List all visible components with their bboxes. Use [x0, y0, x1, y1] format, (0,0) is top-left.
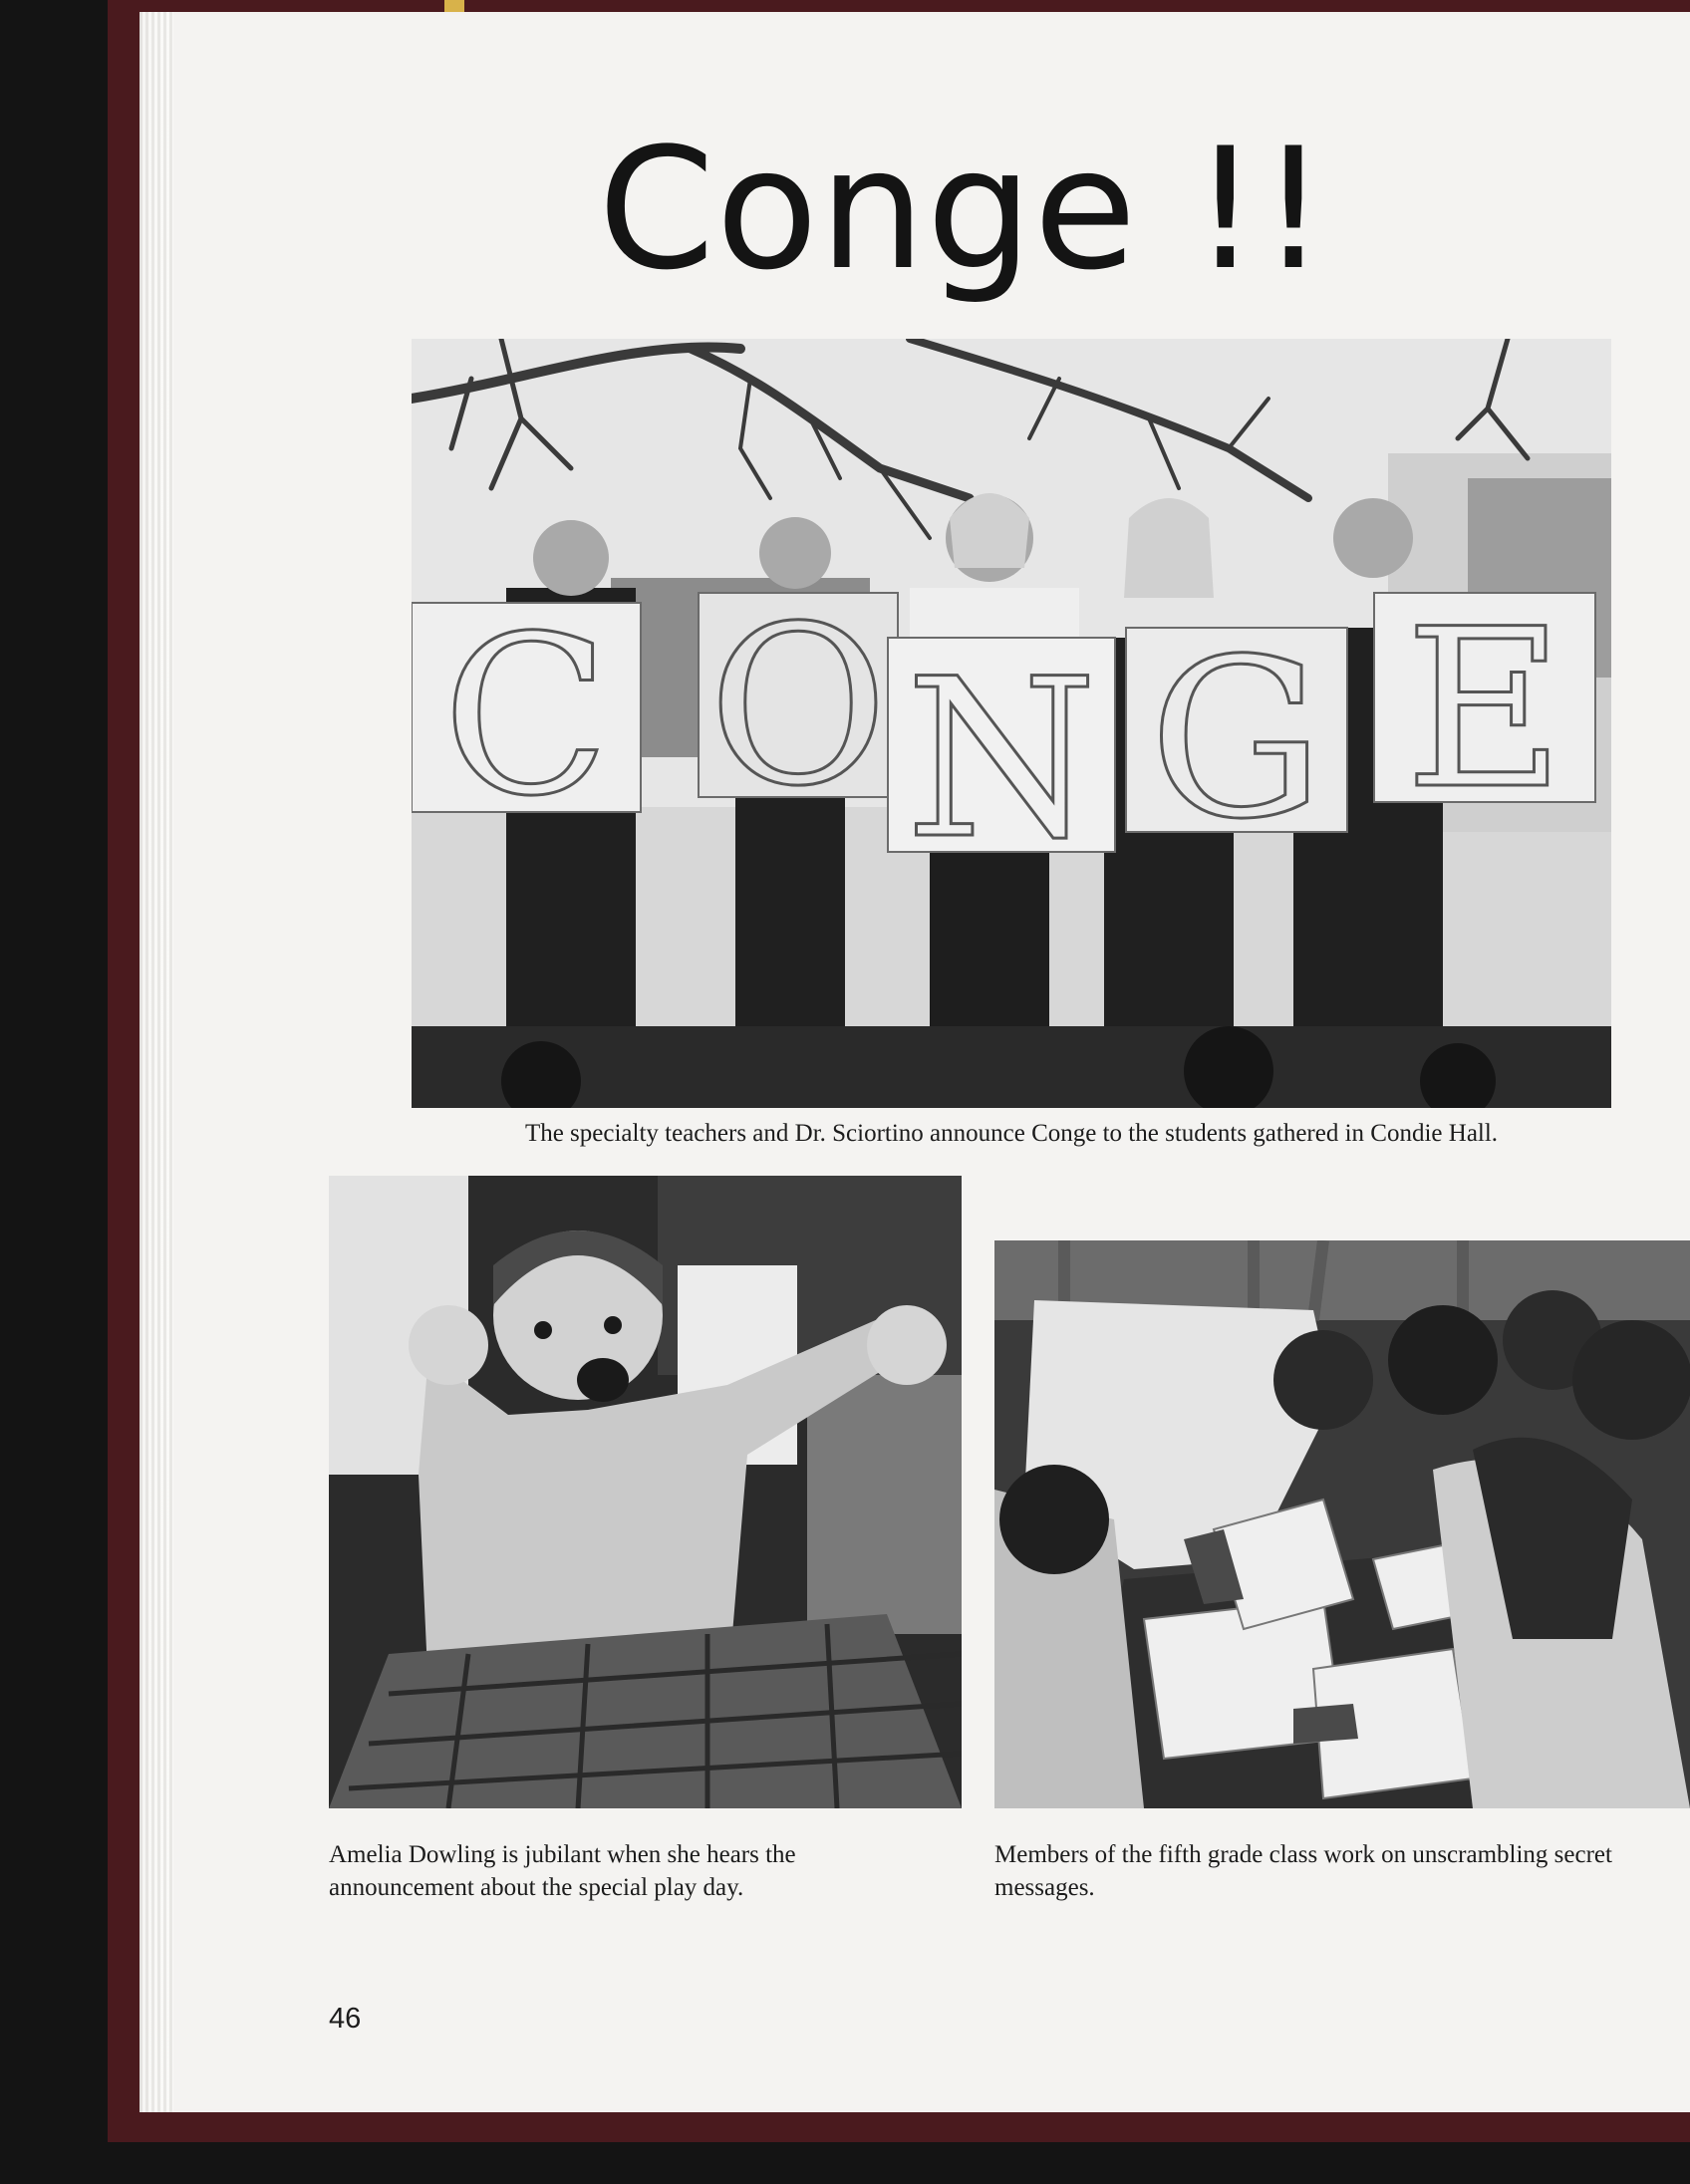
sign-letter-c: C: [441, 589, 611, 844]
fifth-grade-photo: [994, 1240, 1690, 1808]
cheering-student-caption: Amelia Dowling is jubilant when she hears the announcement about the special play day.: [329, 1841, 796, 1901]
main-photo-caption: The specialty teachers and Dr. Sciortino announce Conge to the students gathered in Condie Hall.: [524, 1120, 1499, 1147]
sign-letter-g: G: [1149, 612, 1324, 867]
sign-letter-n: N: [905, 632, 1098, 887]
sign-letter-e: E: [1404, 582, 1565, 837]
sign-letter-o: O: [707, 579, 889, 834]
main-photo: [412, 339, 1611, 1108]
page-title: Conge !!: [598, 112, 1328, 307]
cheering-student-photo: [329, 1176, 962, 1808]
letter-signs: [412, 339, 1611, 1108]
page-number: 46: [329, 2003, 362, 2035]
fifth-grade-caption: Members of the fifth grade class work on unscrambling secret messages.: [994, 1841, 1612, 1901]
page-edges: [140, 12, 173, 2112]
cheering-student-illustration: [329, 1176, 962, 1808]
fifth-grade-illustration: [994, 1240, 1690, 1808]
